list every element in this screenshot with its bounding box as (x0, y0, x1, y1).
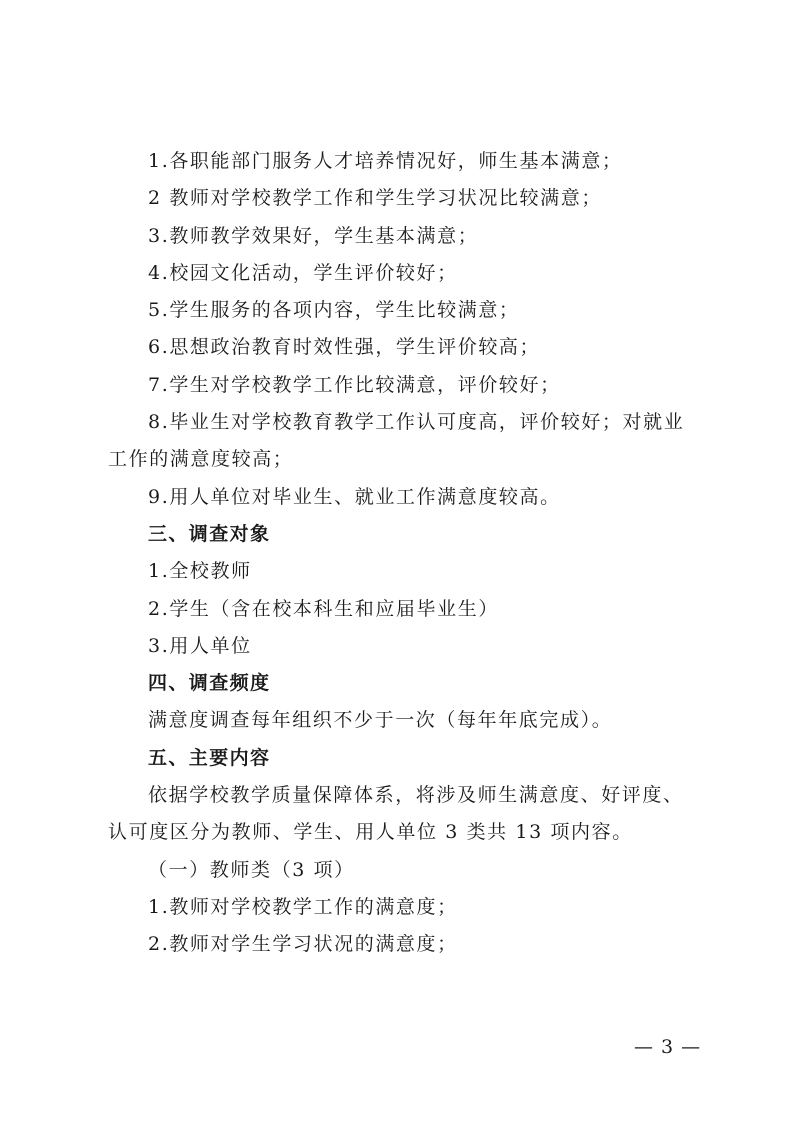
page-number: — 3 — (634, 1036, 702, 1058)
list-item-1: 1.各职能部门服务人才培养情况好，师生基本满意； (148, 150, 623, 172)
subsection-heading-teachers: （一）教师类（3 项） (148, 858, 355, 881)
list-item-2: 2 教师对学校教学工作和学生学习状况比较满意； (148, 187, 602, 210)
list-item-7: 7.学生对学校教学工作比较满意，评价较好； (148, 373, 561, 396)
section-heading-survey-targets: 三、调查对象 (148, 522, 271, 545)
frequency-text: 满意度调查每年组织不少于一次（每年年底完成）。 (148, 709, 613, 732)
target-item-3: 3.用人单位 (148, 634, 252, 657)
target-item-2: 2.学生（含在校本科生和应届毕业生） (148, 597, 499, 620)
teacher-item-1: 1.教师对学校教学工作的满意度； (148, 895, 458, 918)
list-item-6: 6.思想政治教育时效性强，学生评价较高； (148, 336, 541, 359)
document-body (108, 143, 708, 964)
section-heading-survey-frequency: 四、调查频度 (148, 672, 271, 695)
section-heading-main-content: 五、主要内容 (148, 746, 271, 769)
list-item-8: 8.毕业生对学校教育教学工作认可度高，评价较好；对就业 (148, 411, 685, 434)
list-item-3: 3.教师教学效果好，学生基本满意； (148, 224, 479, 247)
target-item-1: 1.全校教师 (148, 560, 252, 583)
list-item-9: 9.用人单位对毕业生、就业工作满意度较高。 (148, 485, 561, 508)
content-paragraph-line-1: 依据学校教学质量保障体系，将涉及师生满意度、好评度、 (148, 784, 684, 807)
list-item-4: 4.校园文化活动，学生评价较好； (148, 261, 458, 284)
teacher-item-2: 2.教师对学生学习状况的满意度； (148, 933, 458, 956)
list-item-5: 5.学生服务的各项内容，学生比较满意； (148, 299, 520, 322)
content-paragraph-line-2: 认可度区分为教师、学生、用人单位 3 类共 13 项内容。 (108, 821, 633, 844)
list-item-8-continued: 工作的满意度较高； (108, 448, 294, 471)
